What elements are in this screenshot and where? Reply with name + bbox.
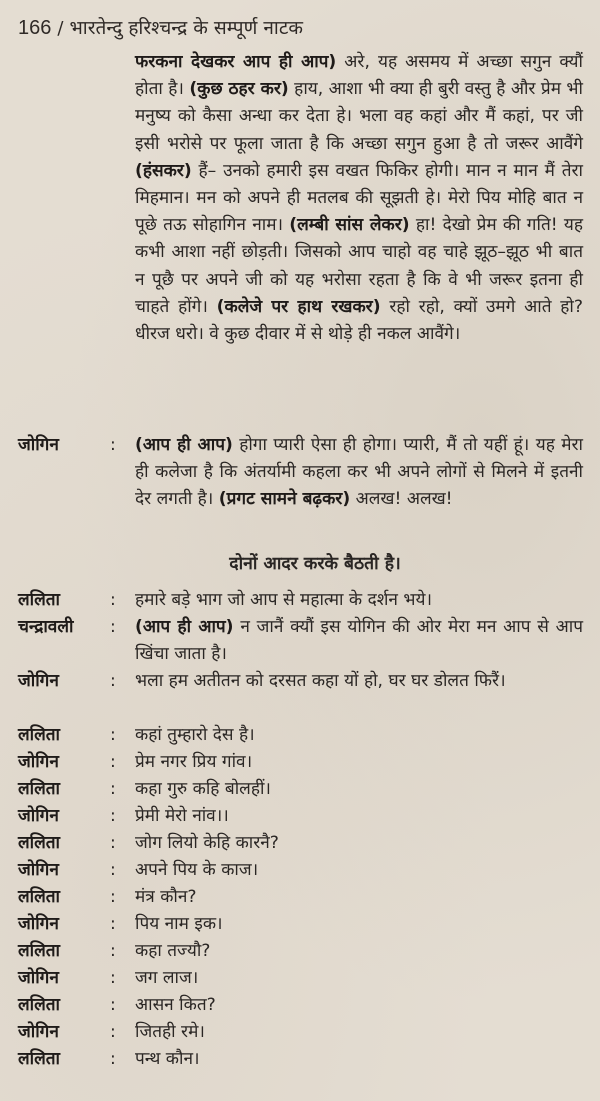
speaker-colon: :: [110, 941, 116, 961]
speaker-name: जोगिन: [18, 752, 59, 772]
stage-direction-inline: (आप ही आप): [135, 617, 234, 637]
speech-segment: जग लाज।: [135, 968, 199, 988]
speaker-name: ललिता: [18, 941, 61, 961]
speaker-colon: :: [110, 435, 116, 455]
speaker-colon: :: [110, 1049, 116, 1069]
stage-direction-inline: (कलेजे पर हाथ रखकर): [216, 296, 381, 317]
speaker-name: ललिता: [18, 1049, 61, 1069]
speech-segment: होगा प्यारी ऐसा ही होगा। प्यारी, मैं तो यहीं हूं। यह मेरा ही कलेजा है कि अंतर्यामी कहला कर भी अपने लोगों से मिलने में इतनी देर लगती है।: [135, 435, 583, 510]
speech-segment: हैं– उनको हमारी इस वखत फिकिर होगी। मान न मान मैं तेरा मिहमान। मन को अपने ही मतलब की सूझती हे। मेरो पिय मोहि बात न पूछे तऊ सोहागिन नाम।: [135, 160, 584, 236]
speech-segment: मंत्र कौन?: [135, 887, 197, 907]
speech-segment: कहा गुरु कहि बोलहीं।: [135, 779, 271, 799]
speech-segment: हाय, आशा भी क्या ही बुरी वस्तु है और प्रेम भी मनुष्य को कैसा अन्धा कर देता हे। भला वह कहां और मैं कहां, पर जी इसी भरोसे पर फूला जाता है कि अच्छा सगुन हुआ है तो जरूर आवैंगे: [135, 79, 583, 154]
speech-segment: जोग लियो केहि कारनै?: [135, 833, 279, 853]
speech-segment: रहो रहो, क्यों उमगे आते हो? धीरज धरो। वे कुछ दीवार में से थोड़े ही नकल आवैंगे।: [135, 296, 583, 345]
speech-segment: अलख! अलख!: [350, 489, 453, 510]
speaker-colon: :: [110, 806, 116, 826]
speaker-colon: :: [110, 833, 116, 853]
speaker-name: जोगिन: [18, 671, 59, 691]
speaker-name: ललिता: [18, 725, 61, 745]
speaker-colon: :: [110, 752, 116, 772]
speaker-name: ललिता: [18, 887, 61, 907]
speaker-colon: :: [110, 1022, 116, 1042]
speech-text: [135, 938, 583, 965]
speech-text: [135, 830, 583, 857]
speech-segment: प्रेमी मेरो नांव।।: [135, 806, 229, 826]
speech-text: [135, 432, 583, 514]
header-separator: /: [57, 18, 64, 39]
speech-segment: कहा तज्यौ?: [135, 941, 211, 961]
speaker-name: जोगिन: [18, 435, 59, 455]
speech-text: [135, 749, 583, 776]
speech-text: [135, 884, 583, 911]
speech-text: [135, 803, 583, 830]
speech-text: [135, 857, 583, 884]
speech-segment: न जानैं क्यौं इस योगिन की ओर मेरा मन आप से आप खिंचा जाता है।: [135, 617, 583, 665]
speaker-colon: :: [110, 617, 116, 637]
speech-text: [135, 776, 583, 803]
speech-segment: भला हम अतीतन को दरसत कहा यों हो, घर घर डोलत फिरैं।: [135, 671, 506, 691]
speech-segment: पन्थ कौन।: [135, 1049, 200, 1069]
speech-segment: जितही रमे।: [135, 1022, 205, 1042]
speaker-colon: :: [110, 968, 116, 988]
speaker-name: ललिता: [18, 833, 61, 853]
speaker-name: जोगिन: [18, 860, 59, 880]
speech-text: [135, 965, 583, 992]
speech-text: [135, 1019, 583, 1046]
speech-segment: अपने पिय के काज।: [135, 860, 259, 880]
stage-direction: दोनों आदर करके बैठती है।: [229, 554, 401, 574]
speaker-colon: :: [110, 914, 116, 934]
speaker-name: ललिता: [18, 995, 61, 1015]
speech-segment: आसन कित?: [135, 995, 216, 1015]
speech-text: [135, 911, 583, 938]
speaker-name: जोगिन: [18, 968, 59, 988]
speaker-name: जोगिन: [18, 1022, 59, 1042]
page-number: 166: [18, 17, 52, 39]
stage-direction-inline: (हंसकर): [135, 160, 192, 181]
speech-segment: हा! देखो प्रेम की गति! यह कभी आशा नहीं छोड़ती। जिसको आप चाहो वह चाहे झूठ–झूठ भी बात न पूछै पर अपने जी को यह भरोसा रहता है कि वे भी जरूर इतना ही चाहते होंगे।: [135, 215, 583, 317]
stage-direction-inline: (प्रगट सामने बढ़कर): [218, 489, 351, 510]
speech-segment: हमारे बड़े भाग जो आप से महात्मा के दर्शन भये।: [135, 590, 432, 610]
speech-segment: अरे, यह असमय में अच्छा सगुन क्यौं होता है।: [135, 52, 583, 100]
speaker-name: ललिता: [18, 590, 61, 610]
speaker-colon: :: [110, 725, 116, 745]
speech-text: [135, 722, 583, 749]
speaker-colon: :: [110, 887, 116, 907]
speech-text: [135, 992, 583, 1019]
speech-segment: कहां तुम्हारो देस है।: [135, 725, 255, 745]
speaker-name: चन्द्रावली: [18, 617, 74, 637]
speaker-name: जोगिन: [18, 914, 59, 934]
speaker-name: ललिता: [18, 779, 61, 799]
speaker-colon: :: [110, 590, 116, 610]
speaker-colon: :: [110, 671, 116, 691]
speaker-colon: :: [110, 779, 116, 799]
running-header: [18, 14, 303, 40]
speech-segment: पिय नाम इक।: [135, 914, 223, 934]
continued-speech-paragraph: [135, 49, 583, 348]
speech-text: [135, 587, 583, 614]
stage-direction-inline: (लम्बी सांस लेकर): [289, 215, 410, 236]
speech-text: [135, 668, 583, 695]
speech-segment: प्रेम नगर प्रिय गांव।: [135, 752, 253, 772]
speech-text: [135, 614, 583, 668]
book-title: भारतेन्दु हरिश्चन्द्र के सम्पूर्ण नाटक: [69, 17, 303, 39]
speaker-name: जोगिन: [18, 806, 59, 826]
speaker-colon: :: [110, 860, 116, 880]
stage-direction-inline: (आप ही आप): [135, 435, 233, 455]
speech-text: [135, 1046, 583, 1073]
speaker-colon: :: [110, 995, 116, 1015]
stage-direction-inline: (कुछ ठहर कर): [189, 79, 289, 100]
stage-direction-inline: फरकना देखकर आप ही आप): [135, 52, 337, 72]
